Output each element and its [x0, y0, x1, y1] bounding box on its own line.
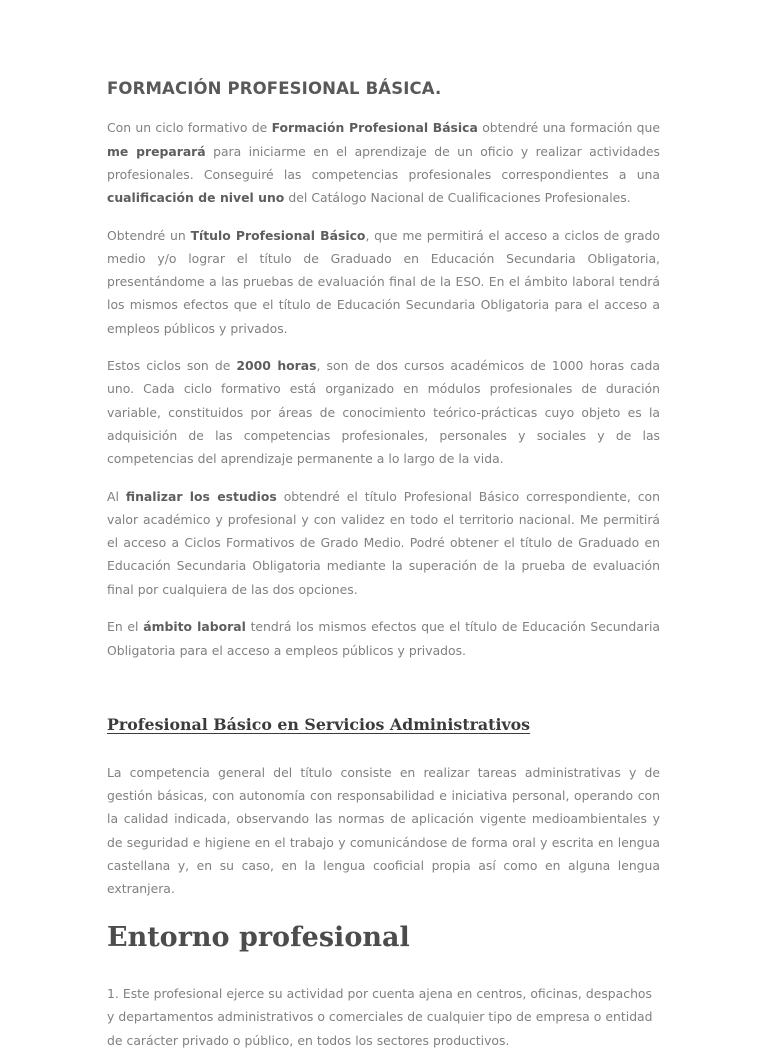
section-spacer [107, 900, 660, 922]
text-run: Obtendré un [107, 227, 191, 243]
section-heading-servicios-administrativos: Profesional Básico en Servicios Administrativos [107, 714, 531, 734]
text-run: En el [107, 619, 144, 635]
bold-run: Título Profesional Básico [190, 227, 366, 243]
paragraph-1 [107, 116, 660, 209]
section-spacer [107, 662, 660, 714]
paragraph-6 [107, 761, 660, 900]
paragraph-2 [107, 224, 660, 340]
text-run: , que me permitirá el acceso a ciclos de grado medio y/o lograr el título de Graduado en Educación Secundaria Obligatoria, presentándome a las pruebas de evaluación final de la ESO. En el ámbito laboral tendrá los mismos efectos que el título de Educación Secundaria Obligatoria para el acceso a empleos públicos y privados. [107, 227, 660, 336]
text-run: para iniciarme en el aprendizaje de un oficio y realizar actividades profesionales. Conseguiré las competencias profesionales correspondientes a una [107, 143, 660, 182]
text-run: del Catálogo Nacional de Cualificaciones Profesionales. [284, 190, 631, 206]
bold-run: finalizar los estudios [125, 488, 277, 504]
paragraph-4 [107, 485, 660, 601]
section-spacer [107, 955, 660, 982]
page-title: FORMACIÓN PROFESIONAL BÁSICA. [107, 79, 442, 98]
subheading-row [107, 714, 660, 735]
text-run: 1. Este profesional ejerce su actividad por cuenta ajena en centros, oficinas, despachos y departamentos administrativos o comerciales de cualquier tipo de empresa o entidad de carácter privado o público, en todos los sectores productivos. [107, 986, 653, 1048]
text-run: obtendré una formación que [477, 120, 660, 136]
text-run: , son de dos cursos académicos de 1000 horas cada uno. Cada ciclo formativo está organizado en módulos profesionales de duración variable, constituidos por áreas de conocimiento teórico-prácticas cuyo objeto es la adquisición de las competencias profesionales, personales y sociales y de las competencias del aprendizaje permanente a lo largo de la vida. [107, 358, 660, 467]
text-run: obtendré el título Profesional Básico correspondiente, con valor académico y profesional y con validez en todo el territorio nacional. Me permitirá el acceso a Ciclos Formativos de Grado Medio. Podré obtener el título de Graduado en Educación Secundaria Obligatoria mediante la superación de la prueba de evaluación final por cualquiera de las dos opciones. [107, 488, 660, 597]
bold-run: ámbito laboral [143, 619, 246, 635]
paragraph-5 [107, 615, 660, 661]
text-run: Estos ciclos son de [107, 358, 237, 374]
bold-run: Formación Profesional Básica [271, 120, 478, 136]
text-run: Al [107, 488, 126, 504]
document-content [107, 78, 660, 1052]
bold-run: cualificación de nivel uno [107, 190, 285, 206]
bold-run: me preparará [107, 143, 206, 159]
section-heading-entorno-profesional: Entorno profesional [107, 922, 410, 954]
paragraph-3 [107, 354, 660, 470]
bold-run: 2000 horas [236, 358, 317, 374]
paragraph-7 [107, 982, 660, 1052]
text-run: tendrá los mismos efectos que el título de Educación Secundaria Obligatoria para el acceso a empleos públicos y privados. [107, 619, 661, 658]
text-run: La competencia general del título consiste en realizar tareas administrativas y de gestión básicas, con autonomía con responsabilidad e iniciativa personal, operando con la calidad indicada, observando las normas de aplicación vigente medioambientales y de seguridad e higiene en el trabajo y comunicándose de forma oral y escrita en lengua castellana y, en su caso, en la lengua cooficial propia así como en alguna lengua extranjera. [107, 765, 660, 897]
text-run: Con un ciclo formativo de [107, 120, 272, 136]
section-spacer [107, 735, 660, 761]
